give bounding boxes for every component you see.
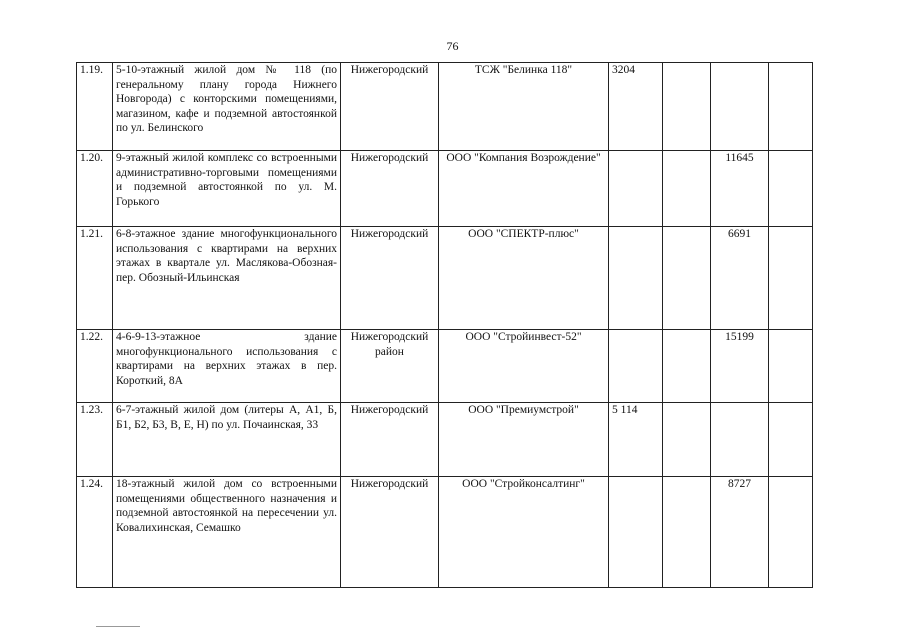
- row-number: 1.23.: [77, 403, 113, 477]
- page-number: 76: [446, 39, 459, 53]
- developer-name: ТСЖ "Белинка 118": [439, 63, 609, 151]
- value-cell: [663, 151, 711, 227]
- developer-name: ООО "Премиумстрой": [439, 403, 609, 477]
- row-number: 1.24.: [77, 477, 113, 588]
- construction-objects-table: [76, 62, 813, 588]
- district-name: Нижегородский: [341, 227, 439, 330]
- object-description: 4-6-9-13-этажное здание многофункционального использования с квартирами на верхних этажах в пер. Короткий, 8А: [113, 330, 341, 403]
- value-cell: 5 114: [609, 403, 663, 477]
- table-row: [77, 227, 813, 330]
- value-cell: [769, 151, 813, 227]
- value-cell: [609, 151, 663, 227]
- table-row: [77, 403, 813, 477]
- value-cell: [609, 330, 663, 403]
- table-row: [77, 63, 813, 151]
- value-cell: 8727: [711, 477, 769, 588]
- value-cell: [663, 403, 711, 477]
- scan-artifact-line: [96, 626, 140, 627]
- developer-name: ООО "СПЕКТР-плюс": [439, 227, 609, 330]
- table-row: [77, 477, 813, 588]
- district-name: Нижегородский: [341, 403, 439, 477]
- value-cell: 11645: [711, 151, 769, 227]
- value-cell: [769, 63, 813, 151]
- row-number: 1.19.: [77, 63, 113, 151]
- object-description: 5-10-этажный жилой дом № 118 (по генеральному плану города Нижнего Новгорода) с конторскими помещениями, магазином, кафе и подземной автостоянкой по ул. Белинского: [113, 63, 341, 151]
- object-description: 9-этажный жилой комплекс со встроенными административно-торговыми помещениями и подземной автостоянкой по ул. М. Горького: [113, 151, 341, 227]
- value-cell: [663, 63, 711, 151]
- value-cell: [711, 403, 769, 477]
- value-cell: 6691: [711, 227, 769, 330]
- object-description: 6-7-этажный жилой дом (литеры А, А1, Б, Б1, Б2, Б3, В, Е, Н) по ул. Почаинская, 33: [113, 403, 341, 477]
- value-cell: 15199: [711, 330, 769, 403]
- district-name: Нижегородский: [341, 63, 439, 151]
- table-row: [77, 151, 813, 227]
- row-number: 1.20.: [77, 151, 113, 227]
- developer-name: ООО "Стройинвест-52": [439, 330, 609, 403]
- value-cell: [769, 477, 813, 588]
- row-number: 1.22.: [77, 330, 113, 403]
- object-description: 6-8-этажное здание многофункционального использования с квартирами на верхних этажах в квартале ул. Маслякова-Обозная-пер. Обозный-Ильинская: [113, 227, 341, 330]
- district-name: Нижегородский: [341, 477, 439, 588]
- value-cell: [609, 227, 663, 330]
- value-cell: [711, 63, 769, 151]
- developer-name: ООО "Стройконсалтинг": [439, 477, 609, 588]
- value-cell: [769, 330, 813, 403]
- object-description: 18-этажный жилой дом со встроенными помещениями общественного назначения и подземной автостоянкой на пересечении ул. Ковалихинская, Семашко: [113, 477, 341, 588]
- district-name: Нижегородский: [341, 151, 439, 227]
- value-cell: [663, 477, 711, 588]
- value-cell: [769, 227, 813, 330]
- value-cell: [663, 330, 711, 403]
- district-name: Нижегородский район: [341, 330, 439, 403]
- table-row: [77, 330, 813, 403]
- value-cell: 3204: [609, 63, 663, 151]
- row-number: 1.21.: [77, 227, 113, 330]
- developer-name: ООО "Компания Возрождение": [439, 151, 609, 227]
- value-cell: [663, 227, 711, 330]
- value-cell: [609, 477, 663, 588]
- value-cell: [769, 403, 813, 477]
